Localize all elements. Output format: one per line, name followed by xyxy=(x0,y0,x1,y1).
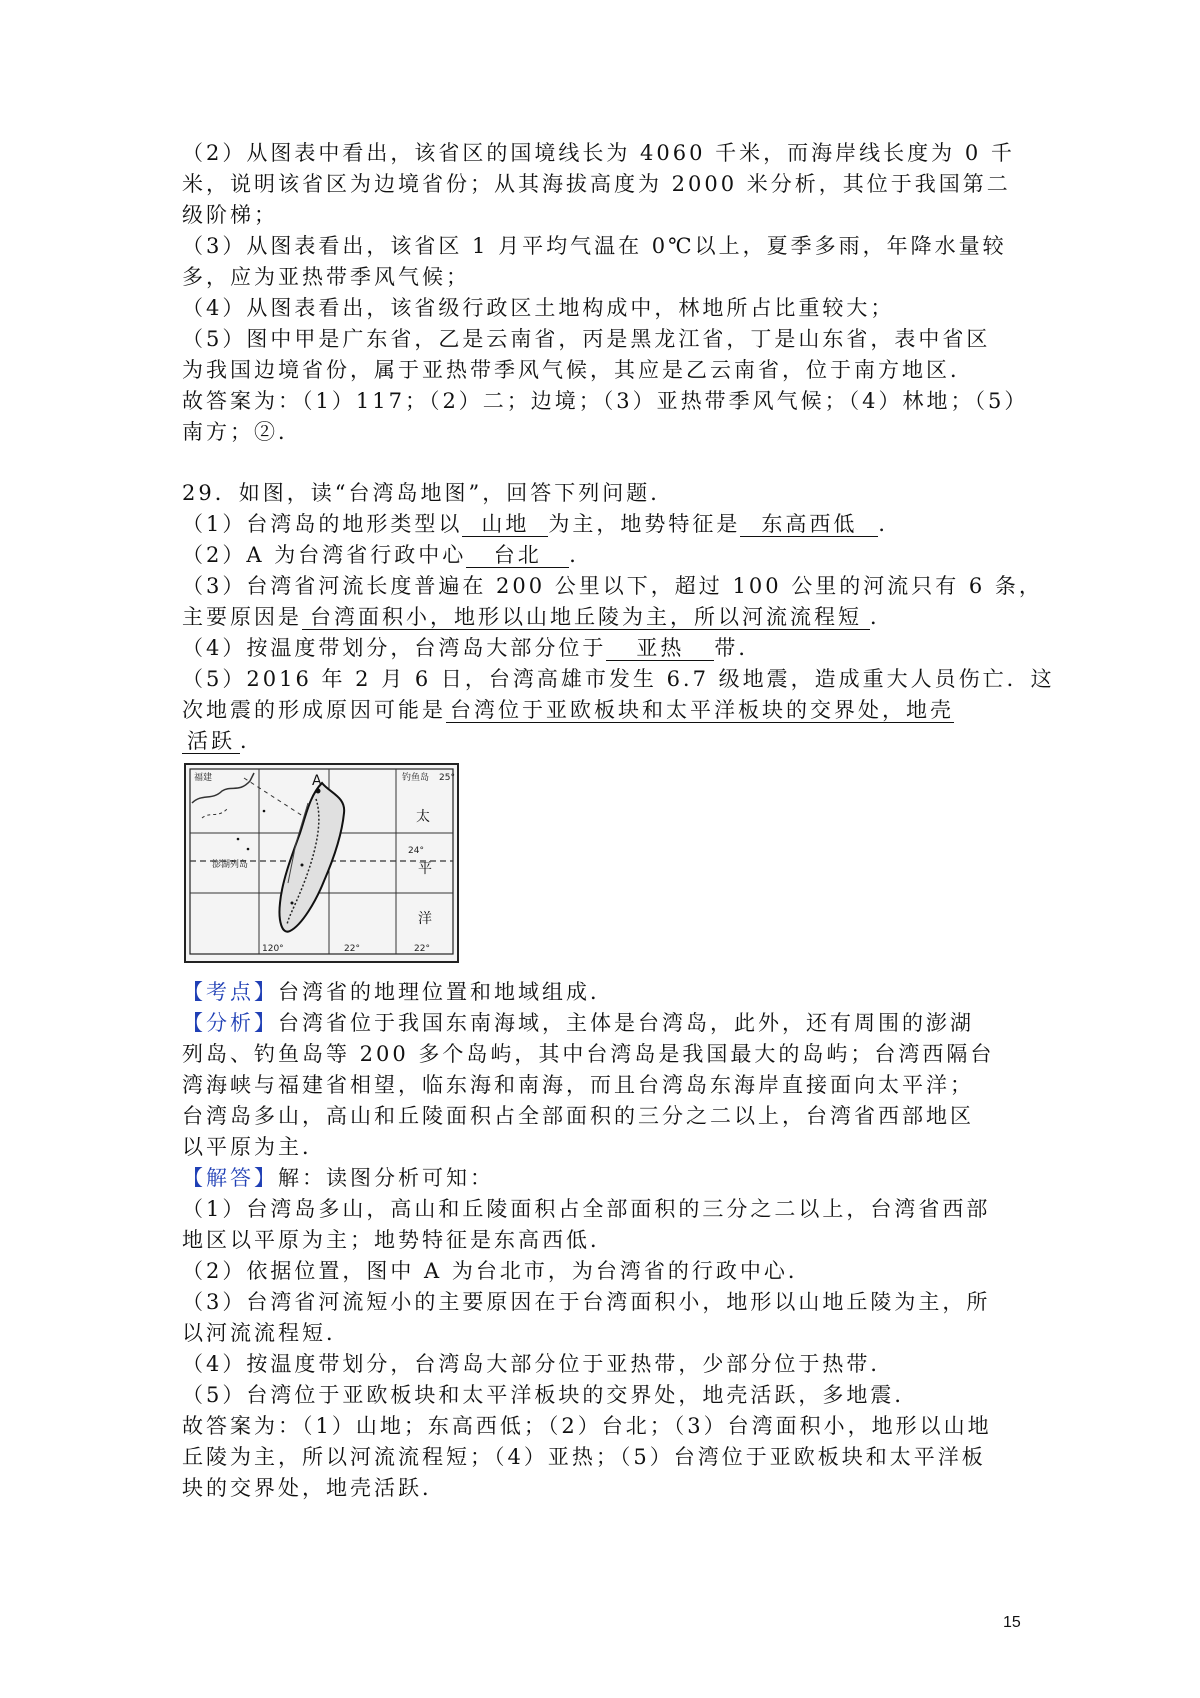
question-3-cont: 主要原因是 台湾面积小，地形以山地丘陵为主，所以河流流程短 ． xyxy=(182,605,894,629)
solution-line: （5）台湾位于亚欧板块和太平洋板块的交界处，地壳活跃，多地震． xyxy=(182,1383,919,1407)
map-deg-22b: 22° xyxy=(414,944,430,954)
prev-line: 南方；②． xyxy=(182,420,302,444)
map-deg-25: 25° xyxy=(439,773,455,783)
prev-line: 多，应为亚热带季风气候； xyxy=(182,265,470,289)
fenxi-line: 台湾岛多山，高山和丘陵面积占全部面积的三分之二以上，台湾省西部地区 xyxy=(182,1104,974,1128)
question-5-cont2: 活跃 ． xyxy=(182,726,1032,757)
question-5-cont: 次地震的形成原因可能是 台湾位于亚欧板块和太平洋板块的交界处，地壳 xyxy=(182,698,954,722)
answer-blank: 台北 xyxy=(466,543,569,568)
page-number: 15 xyxy=(1003,1614,1021,1631)
fenxi-line: 湾海峡与福建省相望，临东海和南海，而且台湾岛东海岸直接面向太平洋； xyxy=(182,1073,974,1097)
kaodian: 【考点】台湾省的地理位置和地域组成． xyxy=(182,980,614,1004)
taiwan-map-figure xyxy=(184,763,459,963)
final-answer: 块的交界处，地壳活跃． xyxy=(182,1476,446,1500)
prev-line: （3）从图表看出，该省区 1 月平均气温在 0℃以上，夏季多雨，年降水量较 xyxy=(182,234,1007,258)
answer-blank: 亚热 xyxy=(606,636,714,661)
map-label-tai: 太 xyxy=(416,809,430,825)
final-answer: 故答案为：（1）山地；东高西低；（2）台北；（3）台湾面积小，地形以山地 xyxy=(182,1414,992,1438)
final-answer: 丘陵为主，所以河流流程短；（4）亚热；（5）台湾位于亚欧板块和太平洋板 xyxy=(182,1445,986,1469)
map-deg-120: 120° xyxy=(262,944,284,954)
answer-blank: 台湾面积小，地形以山地丘陵为主，所以河流流程短 xyxy=(302,605,870,630)
answer-blank: 活跃 xyxy=(182,729,240,754)
map-label-a: A xyxy=(312,773,322,789)
answer-blank: 山地 xyxy=(462,512,548,537)
map-label-ping: 平 xyxy=(418,861,432,877)
fenxi-line: 以平原为主． xyxy=(182,1135,326,1159)
taiwan-map xyxy=(184,763,459,963)
map-deg-24: 24° xyxy=(408,846,424,856)
prev-line: 为我国边境省份，属于亚热带季风气候，其应是乙云南省，位于南方地区． xyxy=(182,358,974,382)
solution-line: （2）依据位置，图中 A 为台北市，为台湾省的行政中心． xyxy=(182,1259,812,1283)
question-3: （3）台湾省河流长度普遍在 200 公里以下，超过 100 公里的河流只有 6 条， xyxy=(182,574,1043,598)
map-label-nw: 福建 xyxy=(194,773,213,783)
prev-line: （4）从图表看出，该省级行政区土地构成中，林地所占比重较大； xyxy=(182,296,895,320)
question-4: （4）按温度带划分，台湾岛大部分位于 亚热 带． xyxy=(182,636,763,660)
question-2: （2）A 为台湾省行政中心 台北 ． xyxy=(182,543,594,567)
prev-line: 故答案为：（1）117；（2）二；边境；（3）亚热带季风气候；（4）林地；（5） xyxy=(182,389,1029,413)
map-deg-22a: 22° xyxy=(344,944,360,954)
fenxi-tag: 【分析】 xyxy=(182,1011,278,1035)
question-1: （1）台湾岛的地形类型以 山地 为主，地势特征是 东高西低 ． xyxy=(182,512,903,536)
kaodian-tag: 【考点】 xyxy=(182,980,278,1004)
solution-line: （1）台湾岛多山，高山和丘陵面积占全部面积的三分之二以上，台湾省西部 xyxy=(182,1197,991,1221)
document-body xyxy=(182,138,1055,1504)
answer-blank: 台湾位于亚欧板块和太平洋板块的交界处，地壳 xyxy=(446,698,954,723)
question-5: （5）2016 年 2 月 6 日，台湾高雄市发生 6.7 级地震，造成重大人员伤亡．这 xyxy=(182,667,1055,691)
prev-line: 米，说明该省区为边境省份；从其海拔高度为 2000 米分析，其位于我国第二 xyxy=(182,172,1011,196)
prev-line: （5）图中甲是广东省，乙是云南省，丙是黑龙江省，丁是山东省，表中省区 xyxy=(182,327,991,351)
solution-line: （4）按温度带划分，台湾岛大部分位于亚热带，少部分位于热带． xyxy=(182,1352,895,1376)
question-stem: 29．如图，读“台湾岛地图”，回答下列问题． xyxy=(182,481,675,505)
solution-line: 以河流流程短． xyxy=(182,1321,350,1345)
jieda: 【解答】解：读图分析可知： xyxy=(182,1166,494,1190)
solution-line: 地区以平原为主；地势特征是东高西低． xyxy=(182,1228,614,1252)
jieda-tag: 【解答】 xyxy=(182,1166,278,1190)
solution-line: （3）台湾省河流短小的主要原因在于台湾面积小，地形以山地丘陵为主，所 xyxy=(182,1290,991,1314)
fenxi: 【分析】台湾省位于我国东南海域，主体是台湾岛，此外，还有周围的澎湖 xyxy=(182,1011,974,1035)
prev-line: 级阶梯； xyxy=(182,203,278,227)
map-label-sw: 澎湖列岛 xyxy=(212,860,249,870)
map-label-ne: 钓鱼岛 xyxy=(402,773,430,783)
fenxi-line: 列岛、钓鱼岛等 200 多个岛屿，其中台湾岛是我国最大的岛屿；台湾西隔台 xyxy=(182,1042,995,1066)
map-label-yang: 洋 xyxy=(418,911,432,927)
prev-line: （2）从图表中看出，该省区的国境线长为 4060 千米，而海岸线长度为 0 千 xyxy=(182,141,1015,165)
answer-blank: 东高西低 xyxy=(740,512,878,537)
